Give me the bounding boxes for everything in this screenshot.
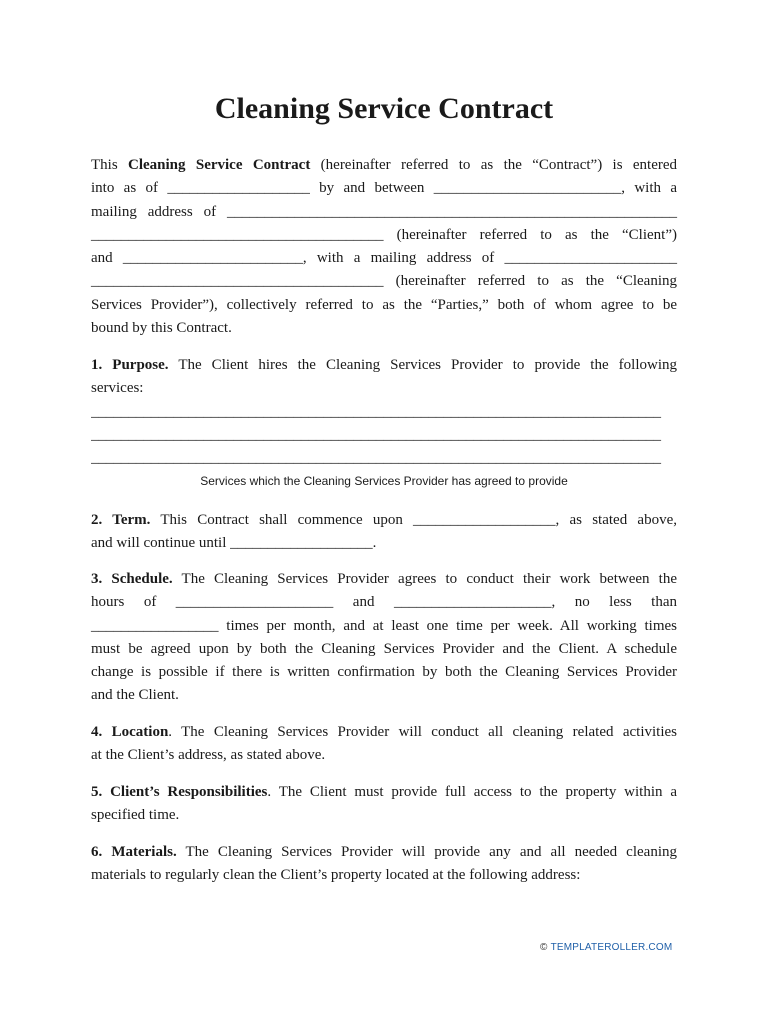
intro-line: Services Provider”), collectively referred to as the “Parties,” both of whom agree to be xyxy=(91,296,677,313)
section-heading: 3. Schedule. xyxy=(91,571,173,587)
location-line: 4. Location. The Cleaning Services Provider will conduct all cleaning related activities xyxy=(91,724,678,740)
footer-link[interactable]: TEMPLATEROLLER.COM xyxy=(550,942,673,953)
section-term xyxy=(91,509,677,556)
services-caption: Services which the Cleaning Services Provider has agreed to provide xyxy=(200,474,568,488)
section-heading: 2. Term. xyxy=(91,512,151,528)
intro-line: and ________________________, with a mailing address of _______________________ xyxy=(91,250,677,267)
page-title: Cleaning Service Contract xyxy=(214,92,554,125)
footer-watermark[interactable] xyxy=(540,942,672,953)
intro-paragraph xyxy=(91,154,677,340)
section-heading: 6. Materials. xyxy=(91,844,177,860)
section-heading: 1. Purpose. xyxy=(91,357,169,373)
section-location xyxy=(91,721,677,768)
intro-line: mailing address of ____________________________________________________________ xyxy=(91,203,677,220)
section-heading: 4. Location xyxy=(91,724,169,740)
schedule-line: hours of _____________________ and _____________________, no less than xyxy=(91,594,677,611)
schedule-line: _________________ times per month, and at least one time per week. All working times xyxy=(91,617,677,634)
copyright-icon: © xyxy=(540,942,548,953)
intro-line: bound by this Contract. xyxy=(91,320,232,337)
responsibilities-line: specified time. xyxy=(91,807,180,824)
intro-line: into as of ___________________ by and between _________________________, with a xyxy=(91,180,677,197)
schedule-line: change is possible if there is written confirmation by both the Cleaning Services Provider xyxy=(91,664,677,681)
schedule-line: must be agreed upon by both the Cleaning Services Provider and the Client. A schedule xyxy=(91,640,677,657)
section-heading: 5. Client’s Responsibilities xyxy=(91,784,268,800)
schedule-line: and the Client. xyxy=(91,687,179,704)
intro-line: _______________________________________ (hereinafter referred to as the “Cleaning xyxy=(91,273,677,290)
section-materials xyxy=(91,841,677,888)
intro-line: _______________________________________ (hereinafter referred to as the “Client”) xyxy=(91,226,677,243)
services-blank-line: ____________________________________________________________________________ xyxy=(91,450,661,467)
materials-line: materials to regularly clean the Client’s property located at the following address: xyxy=(91,867,581,884)
responsibilities-line: 5. Client’s Responsibilities. The Client must provide full access to the property within a xyxy=(91,784,677,800)
materials-line: 6. Materials. The Cleaning Services Provider will provide any and all needed cleaning xyxy=(91,844,677,860)
section-responsibilities xyxy=(91,781,677,828)
services-blank-line: ____________________________________________________________________________ xyxy=(91,403,661,420)
intro-line: This Cleaning Service Contract (hereinafter referred to as the “Contract”) is entered xyxy=(91,157,677,173)
section-purpose xyxy=(91,354,677,470)
purpose-line: services: xyxy=(91,380,144,397)
location-line: at the Client’s address, as stated above. xyxy=(91,747,326,764)
services-blank-line: ____________________________________________________________________________ xyxy=(91,426,661,443)
section-schedule xyxy=(91,568,677,708)
purpose-line: 1. Purpose. The Client hires the Cleaning Services Provider to provide the following xyxy=(91,357,678,373)
term-line: 2. Term. This Contract shall commence upon ___________________, as stated above, xyxy=(91,512,677,528)
schedule-line: 3. Schedule. The Cleaning Services Provider agrees to conduct their work between the xyxy=(91,571,677,587)
term-line: and will continue until ___________________. xyxy=(91,535,377,552)
